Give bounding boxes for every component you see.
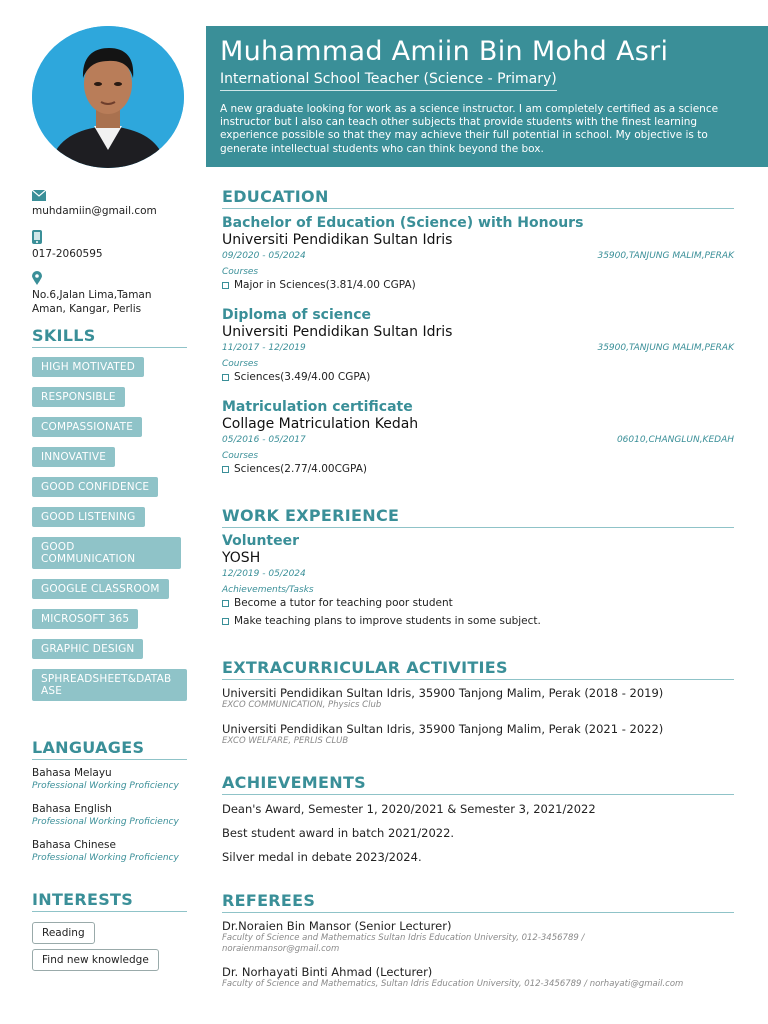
skills-list: [32, 357, 192, 711]
phone-icon: [32, 230, 42, 244]
sidebar: [0, 0, 200, 1024]
referee-name: Dr.Noraien Bin Mansor (Senior Lecturer): [222, 919, 452, 933]
course-item: Major in Sciences(3.81/4.00 CGPA): [222, 278, 734, 292]
institution-name: Universiti Pendidikan Sultan Idris: [222, 324, 453, 340]
education-dateline: [222, 343, 734, 356]
course-item: Sciences(3.49/4.00 CGPA): [222, 370, 734, 384]
work-heading: WORK EXPERIENCE: [222, 506, 734, 528]
education-dates: 09/2020 - 05/2024: [222, 251, 306, 261]
language-name: Bahasa English: [32, 803, 112, 815]
achievement-item: Best student award in batch 2021/2022.: [222, 826, 455, 840]
language-name: Bahasa Chinese: [32, 839, 116, 851]
contact-phone: [32, 230, 192, 261]
skill-chip: GOOD LISTENING: [32, 507, 145, 527]
work-item: [222, 533, 734, 628]
education-item: [222, 307, 734, 384]
education-dates: 11/2017 - 12/2019: [222, 343, 306, 353]
address-text: No.6,Jalan Lima,Taman Aman, Kangar, Perlis: [32, 289, 152, 315]
contact-email: [32, 190, 192, 218]
job-title: International School Teacher (Science - Primary): [220, 70, 557, 91]
referee-name: Dr. Norhayati Binti Ahmad (Lecturer): [222, 965, 433, 979]
skill-chip: GOOD CONFIDENCE: [32, 477, 158, 497]
header-banner: [206, 26, 768, 167]
education-item: [222, 215, 734, 292]
activity-title: Universiti Pendidikan Sultan Idris, 35900 Tanjong Malim, Perak (2018 - 2019): [222, 686, 664, 700]
courses-label: Courses: [222, 359, 259, 369]
contact-address: [32, 271, 192, 316]
work-dates: 12/2019 - 05/2024: [222, 569, 306, 579]
referee-item: [222, 965, 734, 990]
skill-chip: COMPASSIONATE: [32, 417, 142, 437]
activity-item: [222, 686, 734, 711]
language-level: Professional Working Proficiency: [32, 817, 179, 827]
skill-chip: SPHREADSHEET&DATABASE: [32, 669, 187, 701]
email-text[interactable]: muhdamiin@gmail.com: [32, 205, 157, 217]
degree-title: Matriculation certificate: [222, 399, 413, 415]
person-portrait-icon: [32, 26, 184, 168]
task-item: Become a tutor for teaching poor student: [222, 596, 734, 610]
degree-title: Bachelor of Education (Science) with Honours: [222, 215, 584, 231]
education-heading: EDUCATION: [222, 187, 734, 209]
degree-title: Diploma of science: [222, 307, 372, 323]
interest-tag: Find new knowledge: [32, 949, 159, 971]
education-location: 35900,TANJUNG MALIM,PERAK: [597, 343, 734, 353]
achievement-item: Silver medal in debate 2023/2024.: [222, 850, 422, 864]
language-level: Professional Working Proficiency: [32, 781, 179, 791]
skill-chip: HIGH MOTIVATED: [32, 357, 144, 377]
education-location: 35900,TANJUNG MALIM,PERAK: [597, 251, 734, 261]
full-name: Muhammad Amiin Bin Mohd Asri: [220, 36, 669, 67]
profile-summary: A new graduate looking for work as a science instructor. I am completely certified as a science instructor but I also can teach other subjects that provide students with the finest learning experience possible so that they may achieve their full potential in school. My objective is to generate intellectual students who can think beyond the box.: [220, 103, 719, 155]
skill-chip: INNOVATIVE: [32, 447, 115, 467]
activity-role: EXCO WELFARE, PERLIS CLUB: [222, 736, 349, 746]
education-location: 06010,CHANGLUN,KEDAH: [616, 435, 734, 445]
institution-name: Universiti Pendidikan Sultan Idris: [222, 232, 453, 248]
activity-role: EXCO COMMUNICATION, Physics Club: [222, 700, 382, 710]
skill-chip: GOOGLE CLASSROOM: [32, 579, 169, 599]
skill-chip: GOOD COMMUNICATION: [32, 537, 181, 569]
achievement-item: Dean's Award, Semester 1, 2020/2021 & Semester 3, 2021/2022: [222, 802, 596, 816]
work-org: YOSH: [222, 550, 261, 566]
education-dateline: [222, 435, 734, 448]
activity-title: Universiti Pendidikan Sultan Idris, 35900 Tanjong Malim, Perak (2021 - 2022): [222, 722, 664, 736]
courses-label: Courses: [222, 451, 259, 461]
tasks-label: Achievements/Tasks: [222, 585, 314, 595]
achievements-list: [222, 802, 734, 864]
referee-details: Faculty of Science and Mathematics, Sultan Idris Education University, 012-3456789 / norhayati@gmail.com: [222, 979, 684, 989]
language-item: [32, 839, 197, 864]
education-dates: 05/2016 - 05/2017: [222, 435, 306, 445]
extracurricular-heading: EXTRACURRICULAR ACTIVITIES: [222, 658, 734, 680]
work-dateline: [222, 569, 734, 582]
interest-tag: Reading: [32, 922, 95, 944]
referees-heading: REFEREES: [222, 891, 734, 913]
language-item: [32, 803, 197, 828]
skill-chip: MICROSOFT 365: [32, 609, 138, 629]
work-title: Volunteer: [222, 533, 300, 549]
activity-item: [222, 722, 734, 747]
profile-photo: [32, 26, 184, 168]
skills-heading: SKILLS: [32, 326, 187, 348]
courses-label: Courses: [222, 267, 259, 277]
location-pin-icon: [32, 271, 42, 285]
language-item: [32, 767, 197, 792]
task-item: Make teaching plans to improve students in some subject.: [222, 614, 734, 628]
course-item: Sciences(2.77/4.00CGPA): [222, 462, 734, 476]
skill-chip: GRAPHIC DESIGN: [32, 639, 143, 659]
language-level: Professional Working Proficiency: [32, 853, 179, 863]
languages-heading: LANGUAGES: [32, 738, 187, 760]
email-icon: [32, 190, 46, 201]
referee-details: Faculty of Science and Mathematics Sultan Idris Education University, 012-3456789 / noraienmansor@gmail.com: [222, 933, 585, 954]
achievements-heading: ACHIEVEMENTS: [222, 773, 734, 795]
education-dateline: [222, 251, 734, 264]
education-item: [222, 399, 734, 476]
phone-text[interactable]: 017-2060595: [32, 248, 103, 260]
interests-heading: INTERESTS: [32, 890, 187, 912]
skill-chip: RESPONSIBLE: [32, 387, 125, 407]
language-name: Bahasa Melayu: [32, 767, 112, 779]
institution-name: Collage Matriculation Kedah: [222, 416, 419, 432]
referee-item: [222, 919, 734, 955]
